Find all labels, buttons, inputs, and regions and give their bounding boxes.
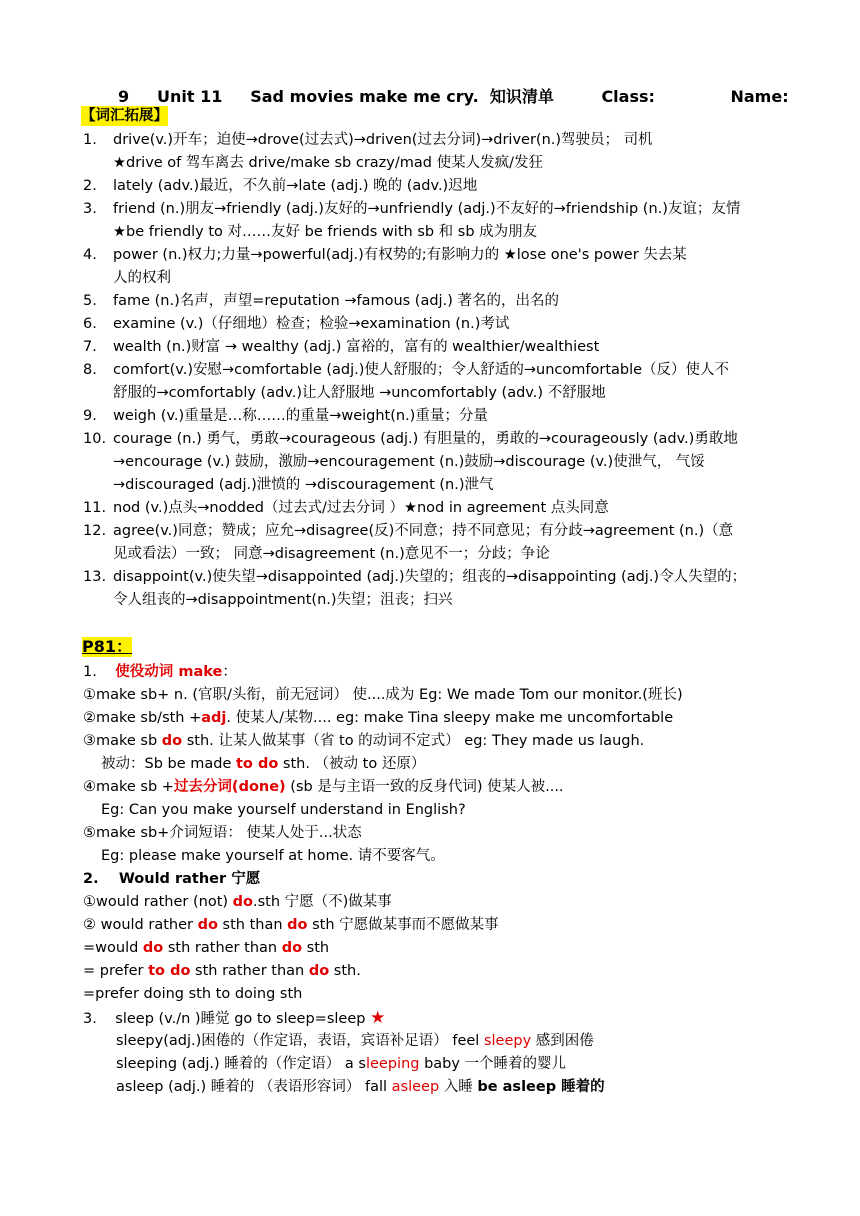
s1-item-3-passive	[101, 754, 425, 774]
vocab-item-line: courage (n.) 勇气，勇敢→courageous (adj.) 有胆量的，勇敢的→courageously (adv.)勇敢地	[113, 431, 738, 447]
vocab-item-line: agree(v.)同意；赞成；应允→disagree(反)不同意；持不同意见；有分歧→agreement (n.)（意	[113, 523, 734, 539]
s3-c1: sleeping (adj.) 睡着的（作定语） a s	[116, 1056, 366, 1072]
title-topic: Sad movies make me cry.	[250, 87, 479, 106]
s2-i2-do1: do	[197, 917, 218, 933]
s1-i2-adj: adj	[201, 710, 227, 726]
s1-i2-c: . 使某人/某物.... eg: make Tina sleepy make me uncomfortable	[226, 710, 674, 726]
s2-i2-c: sth than	[217, 917, 288, 933]
s2-e1-c: sth rather than	[163, 940, 282, 956]
s3-b1: sleepy(adj.)困倦的（作定语，表语，宾语补足语） feel	[116, 1033, 484, 1049]
page-title	[118, 84, 789, 107]
vocab-item-line: examine (v.)（仔细地）检查；检验→examination (n.)考试	[113, 316, 510, 332]
vocab-item-line: drive(v.)开车；迫使→drove(过去式)→driven(过去分词)→driver(n.)驾驶员； 司机	[113, 132, 653, 148]
s3-d1: asleep (adj.) 睡着的 （表语形容词） fall	[116, 1079, 392, 1095]
s2-e1-a: =would	[83, 940, 143, 956]
s3-line-2	[116, 1031, 594, 1051]
s2-equiv-3: =prefer doing sth to doing sth	[83, 986, 303, 1002]
s1-i3p-a: 被动：Sb be made	[101, 756, 236, 772]
vocab-item-line: weigh (v.)重量是…称……的重量→weight(n.)重量；分量	[113, 408, 488, 424]
vocab-item-line: nod (v.)点头→nodded（过去式/过去分词 ）★nod in agreement 点头同意	[113, 500, 609, 516]
s3-a: sleep (v./n )睡觉 go to sleep=sleep	[115, 1011, 371, 1027]
vocab-item-line: lately (adv.)最近，不久前→late (adj.) 晚的 (adv.)迟地	[113, 178, 478, 194]
s1-num: 1.	[83, 664, 97, 680]
title-zh: 知识清单	[489, 87, 554, 106]
s2-equiv-2	[83, 961, 361, 981]
s3-b3: 感到困倦	[531, 1033, 594, 1049]
vocab-item-number: 7.	[83, 339, 97, 355]
vocab-item-line: comfort(v.)安慰→comfortable (adj.)使人舒服的；令人舒适的→uncomfortable（反）使人不	[113, 362, 730, 378]
s3-d3: 入睡	[439, 1079, 478, 1095]
vocab-item-number: 12.	[83, 523, 107, 539]
title-number: 9	[118, 87, 130, 106]
s3-num: 3.	[83, 1011, 97, 1027]
s2-e1-e: sth	[302, 940, 330, 956]
s2-i2-do2: do	[287, 917, 308, 933]
vocab-item-line: 舒服的→comfortably (adv.)让人舒服地 →uncomfortably (adv.) 不舒服地	[113, 385, 606, 401]
s2-e1-do1: do	[142, 940, 164, 956]
s2-e2-todo: to do	[148, 963, 191, 979]
s1-i4-c: (sb 是与主语一致的反身代词) 使某人被....	[285, 779, 564, 795]
s1-i3p-c: sth. （被动 to 还原）	[278, 756, 426, 772]
s3-c2: leeping	[365, 1056, 420, 1072]
vocab-item-number: 6.	[83, 316, 97, 332]
s2-i1-c: .sth 宁愿（不)做某事	[253, 894, 392, 910]
vocab-item-line: fame (n.)名声，声望=reputation →famous (adj.) 著名的，出名的	[113, 293, 559, 309]
vocab-item-line: 见或看法）一致； 同意→disagreement (n.)意见不一；分歧；争论	[113, 546, 550, 562]
vocab-item-number: 4.	[83, 247, 97, 263]
vocab-item-number: 11.	[83, 500, 107, 516]
vocab-item-number: 8.	[83, 362, 97, 378]
s3-b2: sleepy	[483, 1033, 532, 1049]
s3-d2: asleep	[391, 1079, 440, 1095]
s1-item-5-example: Eg: please make yourself at home. 请不要客气。	[101, 848, 445, 864]
s2-e2-c: sth rather than	[190, 963, 309, 979]
vocab-item-number: 13.	[83, 569, 107, 585]
s2-i1-do: do	[232, 894, 253, 910]
vocab-item-number: 9.	[83, 408, 97, 424]
vocab-item-line: 人的权利	[113, 270, 171, 286]
s2-e2-a: = prefer	[83, 963, 149, 979]
s2-e2-do: do	[308, 963, 330, 979]
vocab-item-line: →encourage (v.) 鼓励，激励→encouragement (n.)鼓励→discourage (v.)使泄气， 气馁	[113, 454, 705, 470]
vocab-item-number: 1.	[83, 132, 97, 148]
s1-colon: ：	[222, 664, 237, 680]
vocab-item-line: →discouraged (adj.)泄愤的 →discouragement (n.)泄气	[113, 477, 494, 493]
s1-item-4-example: Eg: Can you make yourself understand in English?	[101, 802, 466, 818]
s2-item-2	[83, 915, 499, 935]
vocab-item-line: ★drive of 驾车离去 drive/make sb crazy/mad 使某人发疯/发狂	[113, 155, 543, 171]
p81-header: P81：	[82, 637, 132, 656]
s1-item-5: ⑤make sb+介词短语： 使某人处于...状态	[83, 825, 362, 841]
s1-i2-a: ②make sb/sth +	[83, 710, 202, 726]
vocab-item-line: 令人组丧的→disappointment(n.)失望；沮丧；扫兴	[113, 592, 453, 608]
s2-i1-a: ①would rather (not)	[83, 894, 233, 910]
s2-item-1	[83, 892, 392, 912]
s3-line-3	[116, 1054, 566, 1074]
vocab-item-line: power (n.)权力;力量→powerful(adj.)有权势的;有影响力的 ★lose one's power 失去某	[113, 247, 687, 263]
vocab-item-line: wealth (n.)财富 → wealthy (adj.) 富裕的，富有的 wealthier/wealthiest	[113, 339, 600, 355]
title-unit: Unit 11	[157, 87, 223, 106]
vocab-item-line: ★be friendly to 对……友好 be friends with sb 和 sb 成为朋友	[113, 224, 538, 240]
name-label: Name:	[730, 87, 789, 106]
s1-i4-done: 过去分词(done)	[173, 779, 286, 795]
s2-e2-e: sth.	[329, 963, 361, 979]
s3-line-1	[83, 1008, 385, 1029]
s1-item-2	[83, 708, 673, 728]
vocab-item-line: disappoint(v.)使失望→disappointed (adj.)失望的；组丧的→disappointing (adj.)令人失望的；	[113, 569, 747, 585]
s2-equiv-1	[83, 938, 329, 958]
s1-heading	[83, 662, 237, 682]
vocab-section-header: 【词汇拓展】	[81, 108, 168, 124]
s1-i3-do: do	[161, 733, 183, 749]
s1-i3-c: sth. 让某人做某事（省 to 的动词不定式） eg: They made us laugh.	[182, 733, 645, 749]
vocab-item-number: 10.	[83, 431, 107, 447]
s3-d4: be asleep 睡着的	[477, 1079, 605, 1095]
s1-title: 使役动词 make	[115, 664, 223, 680]
s1-item-1: ①make sb+ n. (官职/头衔，前无冠词） 使....成为 Eg: We made Tom our monitor.(班长)	[83, 687, 683, 703]
s2-heading	[83, 869, 260, 889]
star-icon: ★	[370, 1008, 386, 1028]
s1-i3p-todo: to do	[236, 756, 279, 772]
vocab-item-number: 5.	[83, 293, 97, 309]
s2-i2-e: sth 宁愿做某事而不愿做某事	[307, 917, 499, 933]
s2-i2-a: ② would rather	[83, 917, 198, 933]
s3-line-4	[116, 1077, 605, 1097]
s3-c3: baby 一个睡着的婴儿	[419, 1056, 567, 1072]
s2-e1-do2: do	[281, 940, 303, 956]
s2-num: 2.	[83, 871, 99, 887]
s1-i4-a: ④make sb +	[83, 779, 174, 795]
s2-title: Would rather 宁愿	[118, 871, 261, 887]
s1-i3-a: ③make sb	[83, 733, 162, 749]
class-label: Class:	[601, 87, 655, 106]
s1-item-4	[83, 777, 564, 797]
vocab-item-number: 3.	[83, 201, 97, 217]
vocab-item-line: friend (n.)朋友→friendly (adj.)友好的→unfriendly (adj.)不友好的→friendship (n.)友谊；友情	[113, 201, 741, 217]
vocab-item-number: 2.	[83, 178, 97, 194]
s1-item-3	[83, 731, 644, 751]
